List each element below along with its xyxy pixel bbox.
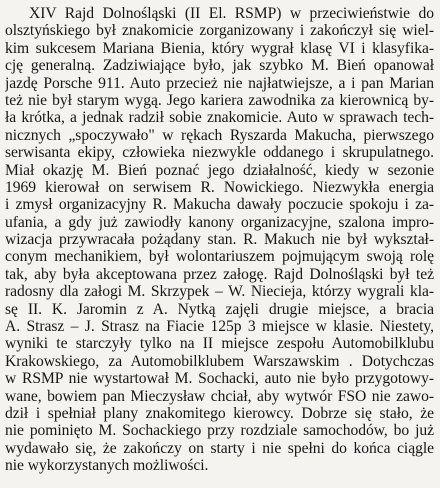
text-line: kim sukcesem Mariana Bienia, który wygrał klasę VI i klasyfika- <box>5 39 434 57</box>
text-line: Krakowskiego, za Automobilklubem Warszawskim . Dotychczas <box>5 352 434 370</box>
text-line: Miał okazję M. Bień poznać jego działalność, kiedy w sezonie <box>5 161 434 179</box>
text-line: radosny dla załogi M. Skrzypek – W. Niecieja, którzy wygrali kla- <box>5 283 434 301</box>
text-line: wyniki te starczyły tylko na II miejsce zespołu Automobilklubu <box>5 335 434 353</box>
text-line: cję generalną. Zadziwiające było, jak szybko M. Bień opanował <box>5 57 434 75</box>
text-line: wizacja przywracała pożądany stan. R. Makuch nie był wykształ- <box>5 231 434 249</box>
text-line: nie pominięto M. Sochackiego przy rozdziale samochodów, bo już <box>5 422 434 440</box>
text-line: i zmysł organizacyjny R. Makucha dawały poczucie spokoju i za- <box>5 196 434 214</box>
text-line: ufania, a gdy już zawiodły kanony organizacyjne, szalona impro- <box>5 213 434 231</box>
text-line: tak, aby była akceptowana przez załogę. Rajd Dolnośląski był też <box>5 265 434 283</box>
text-line: XIV Rajd Dolnośląski (II El. RSMP) w przeciwieństwie do <box>29 5 434 22</box>
text-line: wydawało się, że zakończy on starty i nie spełni do końca ciągle <box>5 439 434 457</box>
text-line: serwisanta ekipy, człowieka niezwykle oddanego i skrupulatnego. <box>5 144 434 162</box>
paragraph <box>5 5 434 475</box>
text-line: w RSMP nie wystartował M. Sochacki, auto nie było przygotowy- <box>5 370 434 388</box>
text-line: nicznych „spoczywało" w rękach Ryszarda Makucha, pierwszego <box>5 126 434 144</box>
text-line: nie wykorzystanych możliwości. <box>5 457 209 475</box>
text-line: dził i spełniał plany znakomitego kierowcy. Dobrze się stało, że <box>5 404 434 422</box>
text-line: A. Strasz – J. Strasz na Fiacie 125p 3 miejsce w klasie. Niestety, <box>5 318 434 336</box>
text-line: ła krótka, a jednak radził sobie znakomicie. Auto w sprawach tech- <box>5 109 434 127</box>
text-line: olsztyńskiego był znakomicie zorganizowany i zakończył się wiel- <box>5 22 434 40</box>
text-line: jazdę Porsche 911. Auto przecież nie najłatwiejsze, a i pan Marian <box>5 74 434 92</box>
text-line: wane, bowiem pan Mieczysław chciał, aby wytwór FSO nie zawo- <box>5 387 434 405</box>
text-line: sę II. K. Jaromin z A. Nytką zajęli drugie miejsce, a bracia <box>5 300 434 318</box>
text-line: conym mechanikiem, był wolontariuszem pojmującym swoją rolę <box>5 248 434 266</box>
text-line: 1969 kierował on serwisem R. Nowickiego. Niezwykła energia <box>5 178 434 196</box>
text-line: też nie był starym wygą. Jego kariera zawodnika za kierownicą by- <box>5 91 434 109</box>
